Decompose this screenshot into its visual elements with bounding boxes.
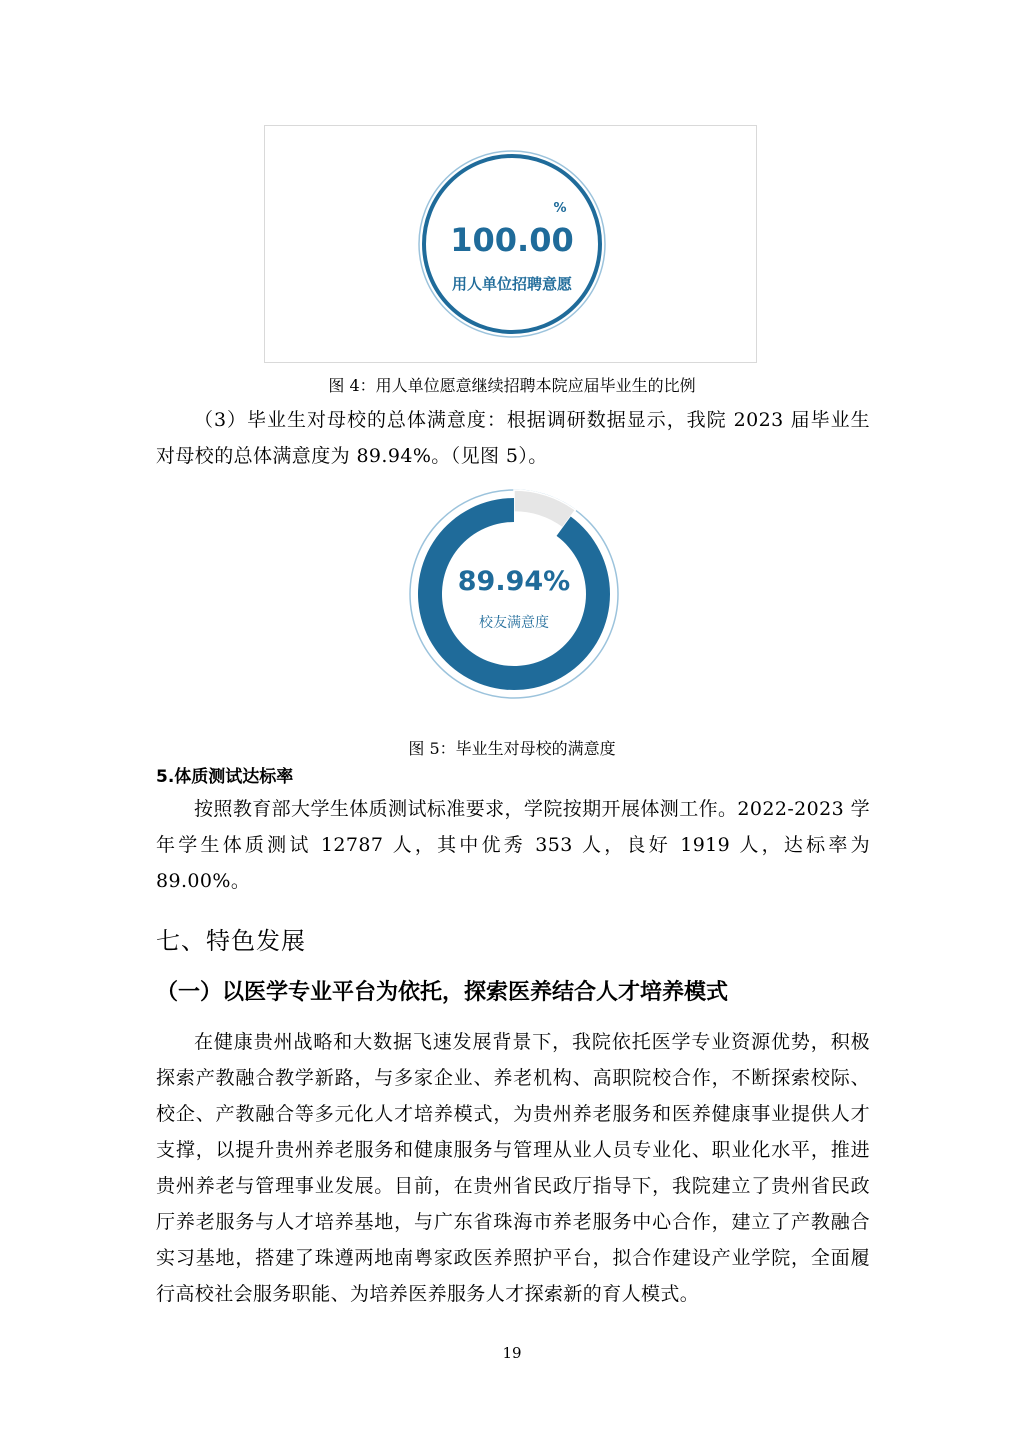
figure4-badge: [264, 125, 757, 363]
chapter-heading: 七、特色发展: [156, 927, 306, 955]
figure5-label: 校友满意度: [479, 615, 549, 631]
figure5-donut: [402, 482, 626, 706]
feature-paragraph: [156, 1024, 870, 1312]
figure5-value: 89.94%: [457, 566, 571, 597]
fitness-heading: 5.体质测试达标率: [156, 767, 294, 787]
figure4-value: 100.00: [450, 221, 574, 259]
figure5-caption: 图 5：毕业生对母校的满意度: [408, 739, 616, 758]
figure4-label: 用人单位招聘意愿: [451, 275, 573, 293]
fitness-text: 按照教育部大学生体质测试标准要求，学院按期开展体测工作。2022-2023 学年学生体质测试 12787 人，其中优秀 353 人，良好 1919 人，达标率为 89.00%。: [156, 798, 870, 892]
figure4-caption: 图 4：用人单位愿意继续招聘本院应届毕业生的比例: [328, 376, 696, 395]
section-heading: （一）以医学专业平台为依托，探索医养结合人才培养模式: [156, 980, 729, 1005]
satisfaction-paragraph: [156, 402, 870, 474]
page-number: 19: [502, 1344, 522, 1362]
fitness-paragraph: [156, 791, 870, 899]
figure5-remainder-arc: [514, 490, 575, 528]
feature-text: 在健康贵州战略和大数据飞速发展背景下，我院依托医学专业资源优势，积极探索产教融合教学新路，与多家企业、养老机构、高职院校合作，不断探索校际、校企、产教融合等多元化人才培养模式，为贵州养老服务和医养健康事业提供人才支撑，以提升贵州养老服务和健康服务与管理从业人员专业化、职业化水平，推进贵州养老与管理事业发展。目前，在贵州省民政厅指导下，我院建立了贵州省民政厅养老服务与人才培养基地，与广东省珠海市养老服务中心合作，建立了产教融合实习基地，搭建了珠遵两地南粤家政医养照护平台，拟合作建设产业学院，全面履行高校社会服务职能、为培养医养服务人才探索新的育人模式。: [156, 1031, 870, 1305]
satisfaction-text: （3）毕业生对母校的总体满意度：根据调研数据显示，我院 2023 届毕业生对母校的总体满意度为 89.94%。（见图 5）。: [156, 409, 870, 467]
figure4-unit: %: [553, 201, 567, 216]
